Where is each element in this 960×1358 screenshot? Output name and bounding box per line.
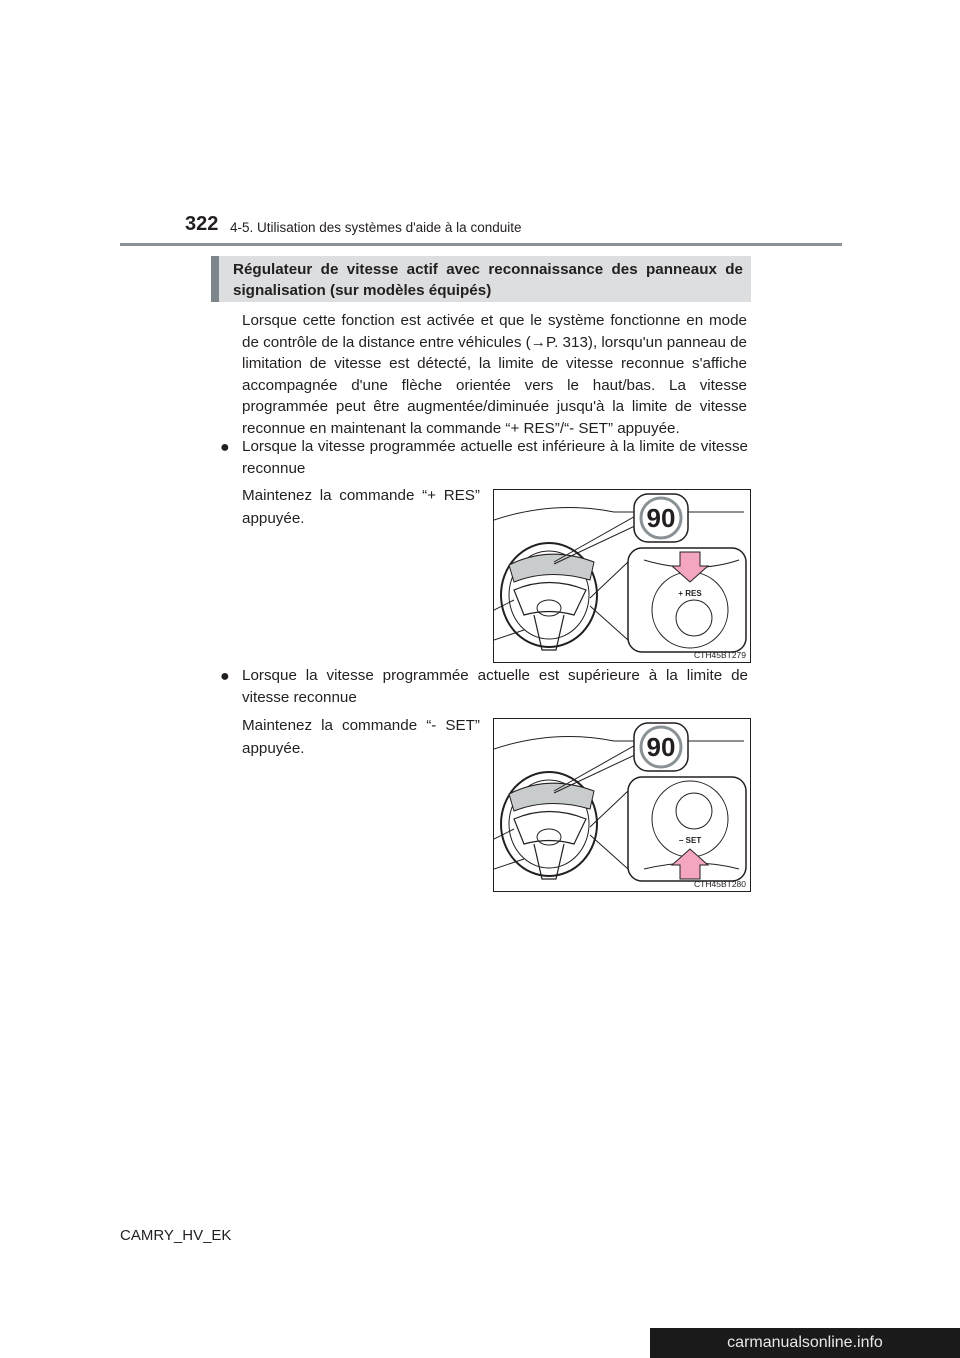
header-rule [120, 243, 842, 246]
intro-text-after: P. 313), lorsqu'un panneau de limitation de vitesse est détecté, la limite de vitesse reconnue s'affiche accompagnée d'une flèche orientée vers le haut/bas. La vitesse programmée peut être augmentée/diminuée jusqu'à la limite de vitesse reconnue en maintenant la commande “+ RES”/“- SET” appuyée. [242, 333, 748, 437]
page-number: 322 [185, 213, 219, 235]
figure-set-switch [493, 718, 751, 892]
intro-paragraph [242, 310, 747, 439]
speed-limit-sign-value: 90 [646, 503, 676, 533]
section-heading [211, 256, 751, 302]
speed-limit-sign-value: 90 [646, 732, 676, 762]
figure-code: CTH45BT280 [694, 879, 746, 889]
section-heading-text: Régulateur de vitesse actif avec reconnaissance des panneaux de signalisation (sur modèles équipés) [233, 261, 743, 299]
figure-code: CTH45BT279 [694, 650, 746, 660]
bullet-icon: ● [220, 668, 230, 685]
bullet-item-lower [220, 436, 748, 479]
steering-wheel-res-illustration [494, 490, 750, 662]
bullet-text: Lorsque la vitesse programmée actuelle est inférieure à la limite de vitesse reconnue [242, 438, 748, 477]
instruction-set: Maintenez la commande “- SET” appuyée. [242, 717, 480, 757]
bullet-text: Lorsque la vitesse programmée actuelle est supérieure à la limite de vitesse reconnue [242, 667, 748, 706]
page-ref-arrow-icon: → [530, 333, 546, 351]
section-header: 4-5. Utilisation des systèmes d'aide à la conduite [230, 220, 522, 235]
bullet-icon: ● [220, 439, 230, 456]
bullet-item-higher [220, 665, 748, 708]
figure-res-switch [493, 489, 751, 663]
switch-label-res: + RES [678, 589, 702, 598]
intro-text-before: Lorsque cette fonction est activée et que le système fonctionne en mode de contrôle de la distance entre véhicules ( [242, 312, 747, 351]
footer-model-code: CAMRY_HV_EK [120, 1227, 232, 1244]
switch-label-set: − SET [678, 836, 702, 845]
steering-wheel-set-illustration [494, 719, 750, 891]
instruction-res: Maintenez la commande “+ RES” appuyée. [242, 487, 480, 527]
watermark: carmanualsonline.info [650, 1328, 960, 1358]
